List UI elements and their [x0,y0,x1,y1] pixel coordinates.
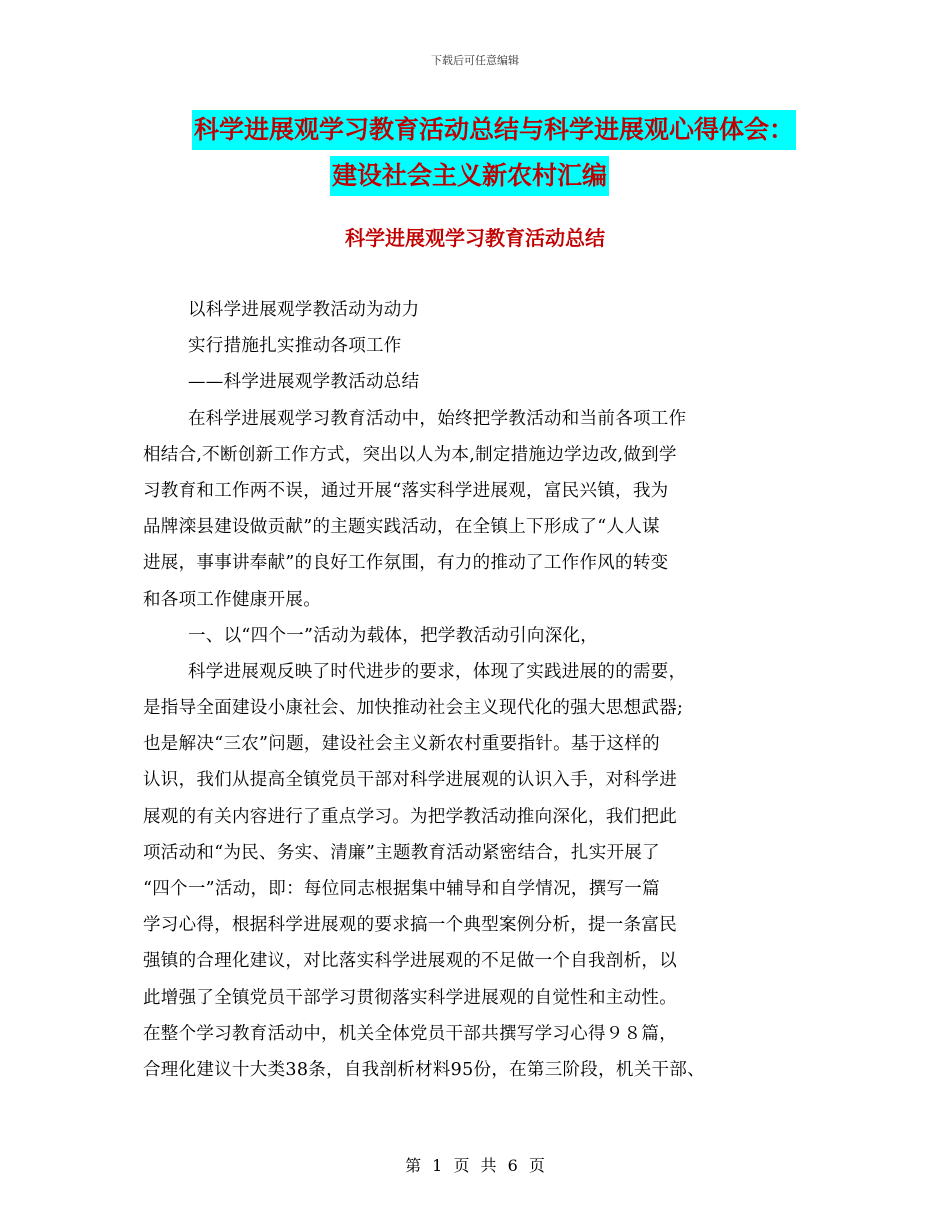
body-line: 在整个学习教育活动中，机关全体党员干部共撰写学习心得９８篇， [143,1023,677,1044]
body-line: 认识，我们从提高全镇党员干部对科学进展观的认识入手，对科学进 [143,770,677,791]
page-number: 第 1 页 共 6 页 [405,1156,545,1175]
document-body [143,292,823,1088]
document-title-line-1: 科学进展观学习教育活动总结与科学进展观心得体会： [192,110,796,150]
section-title: 科学进展观学习教育活动总结 [345,226,605,250]
body-line: 以科学进展观学教活动为动力 [188,300,420,320]
body-line: 实行措施扎实推动各项工作 [188,336,402,357]
body-line: 展观的有关内容进行了重点学习。为把学教活动推向深化，我们把此 [143,806,677,827]
body-line: 一、以“四个一”活动为载体，把学教活动引向深化， [188,625,599,646]
page-header-note: 下载后可任意编辑 [431,54,519,67]
body-line: 进展，事事讲奉献”的良好工作氛围，有力的推动了工作作风的转变 [143,553,669,574]
body-line: 和各项工作健康开展。 [143,589,321,610]
body-line: 项活动和“为民、务实、清廉”主题教育活动紧密结合，扎实开展了 [143,842,660,863]
body-line: 习教育和工作两不误，通过开展“落实科学进展观，富民兴镇，我为 [143,480,669,501]
body-line: “四个一”活动，即：每位同志根据集中辅导和自学情况，撰写一篇 [143,879,660,899]
body-line: 品牌滦县建设做贡献”的主题实践活动，在全镇上下形成了“人人谋 [143,517,660,538]
body-line: 合理化建议十大类38条，自我剖析材料95份，在第三阶段，机关干部、 [143,1059,705,1080]
body-line: 是指导全面建设小康社会、加快推动社会主义现代化的强大思想武器; [143,698,684,719]
body-line: 科学进展观反映了时代进步的要求，体现了实践进展的的需要， [188,661,687,682]
body-line: 学习心得，根据科学进展观的要求搞一个典型案例分析，提一条富民 [143,915,677,936]
body-line: 也是解决“三农”问题，建设社会主义新农村重要指针。基于这样的 [143,734,660,755]
document-title [150,110,850,196]
body-line: 此增强了全镇党员干部学习贯彻落实科学进展观的自觉性和主动性。 [143,987,677,1008]
body-line: 在科学进展观学习教育活动中，始终把学教活动和当前各项工作 [188,408,687,429]
document-title-line-2: 建设社会主义新农村汇编 [330,156,609,196]
body-line: ——科学进展观学教活动总结 [188,372,420,393]
body-line: 相结合,不断创新工作方式，突出以人为本,制定措施边学边改,做到学 [143,444,677,465]
body-line: 强镇的合理化建议，对比落实科学进展观的不足做一个自我剖析，以 [143,951,677,972]
